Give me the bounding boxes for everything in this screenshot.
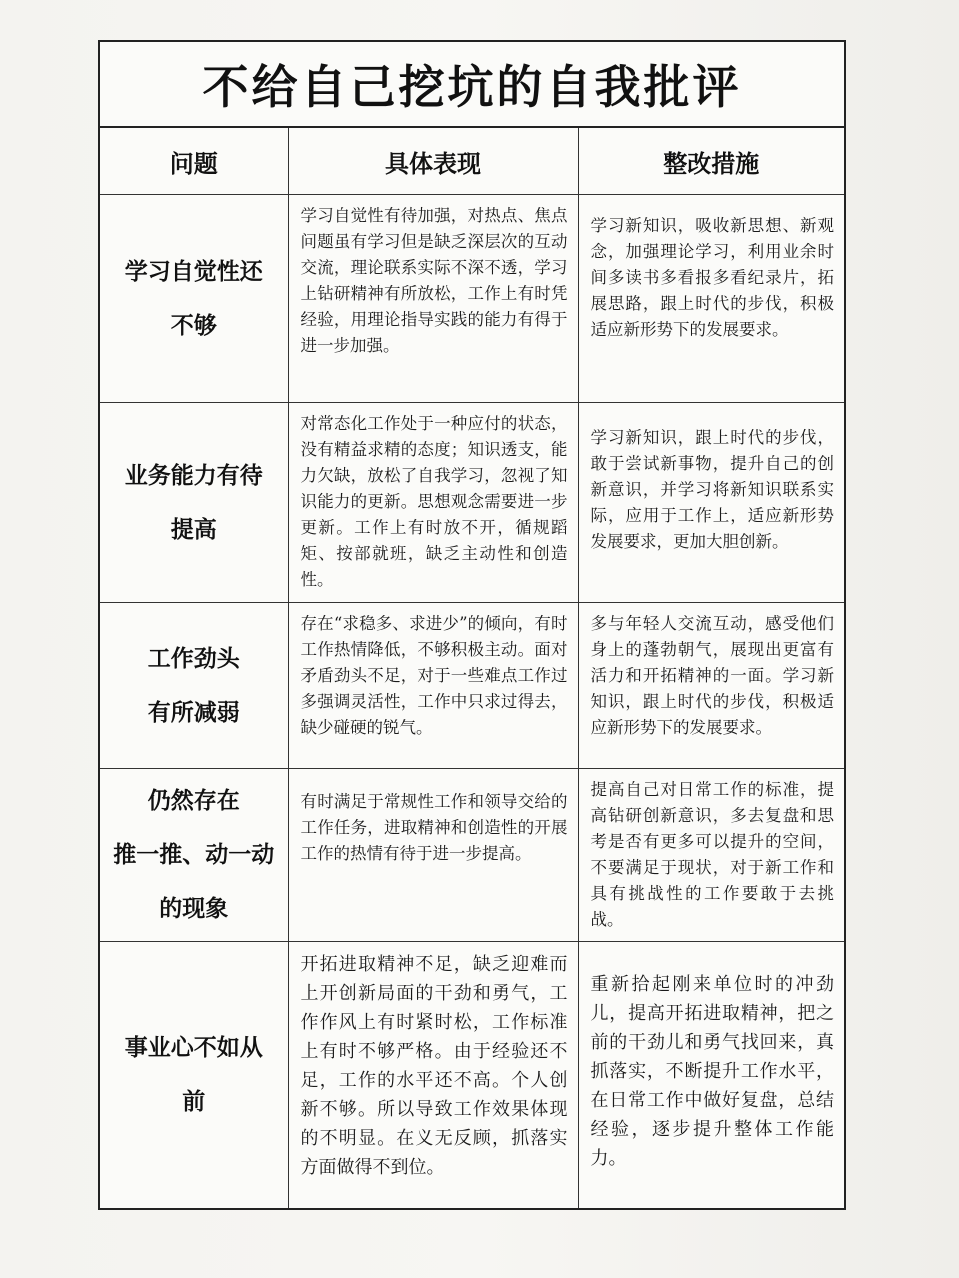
description-cell: 开拓进取精神不足，缺乏迎难而上开创新局面的干劲和勇气，工作作风上有时紧时松，工作标准上有时不够严格。由于经验还不足，工作的水平还不高。个人创新不够。所以导致工作效果体现的不明显。在义无反顾，抓落实方面做得不到位。 <box>288 942 578 1208</box>
issue-line: 业务能力有待 <box>124 462 263 489</box>
measure-cell: 提高自己对日常工作的标准，提高钻研创新意识，多去复盘和思考是否有更多可以提升的空间，不要满足于现状，对于新工作和具有挑战性的工作要敢于去挑战。 <box>578 769 844 942</box>
issue-line: 事业心不如从 <box>124 1034 263 1061</box>
issue-line: 前 <box>182 1088 206 1115</box>
issue-line: 不够 <box>170 312 217 339</box>
header-fix: 整改措施 <box>578 128 844 195</box>
measure-cell: 学习新知识，吸收新思想、新观念，加强理论学习，利用业余时间多读书多看报多看纪录片，拓展思路，跟上时代的步伐，积极适应新形势下的发展要求。 <box>578 195 844 403</box>
measure-cell: 学习新知识，跟上时代的步伐，敢于尝试新事物，提升自己的创新意识，并学习将新知识联系实际，应用于工作上，适应新形势发展要求，更加大胆创新。 <box>578 403 844 603</box>
page-title: 不给自己挖坑的自我批评 <box>100 42 844 128</box>
table-row <box>100 195 844 403</box>
issue-cell <box>100 403 288 603</box>
measure-cell: 多与年轻人交流互动，感受他们身上的蓬勃朝气，展现出更富有活力和开拓精神的一面。学习新知识，跟上时代的步伐，积极适应新形势下的发展要求。 <box>578 603 844 769</box>
header-row <box>100 128 844 195</box>
issue-line: 提高 <box>170 516 217 543</box>
issue-cell <box>100 769 288 942</box>
issue-line: 的现象 <box>159 896 229 922</box>
issue-cell <box>100 603 288 769</box>
issue-cell <box>100 195 288 403</box>
header-issue: 问题 <box>100 128 288 195</box>
description-cell: 有时满足于常规性工作和领导交给的工作任务，进取精神和创造性的开展工作的热情有待于进一步提高。 <box>288 769 578 942</box>
header-desc: 具体表现 <box>288 128 578 195</box>
table-row <box>100 769 844 942</box>
description-cell: 存在“求稳多、求进少”的倾向，有时工作热情降低，不够积极主动。面对矛盾劲头不足，对于一些难点工作过多强调灵活性，工作中只求过得去，缺少碰硬的锐气。 <box>288 603 578 769</box>
description-cell: 对常态化工作处于一种应付的状态，没有精益求精的态度；知识透支，能力欠缺，放松了自我学习，忽视了知识能力的更新。思想观念需要进一步更新。工作上有时放不开，循规蹈矩、按部就班，缺乏主动性和创造性。 <box>288 403 578 603</box>
criticism-table <box>100 128 844 1208</box>
description-cell: 学习自觉性有待加强，对热点、焦点问题虽有学习但是缺乏深层次的互动交流，理论联系实际不深不透，学习上钻研精神有所放松，工作上有时凭经验，用理论指导实践的能力有得于进一步加强。 <box>288 195 578 403</box>
issue-line: 仍然存在 <box>147 788 240 814</box>
measure-cell: 重新拾起刚来单位时的冲劲儿，提高开拓进取精神，把之前的干劲儿和勇气找回来，真抓落实，不断提升工作水平，在日常工作中做好复盘，总结经验，逐步提升整体工作能力。 <box>578 942 844 1208</box>
issue-line: 有所减弱 <box>147 699 240 726</box>
issue-line: 学习自觉性还 <box>124 258 263 285</box>
issue-cell <box>100 942 288 1208</box>
issue-line: 推一推、动一动 <box>113 842 275 868</box>
table-row <box>100 942 844 1208</box>
issue-line: 工作劲头 <box>147 645 240 672</box>
table-row <box>100 603 844 769</box>
table-row <box>100 403 844 603</box>
document-table-frame <box>98 40 846 1210</box>
